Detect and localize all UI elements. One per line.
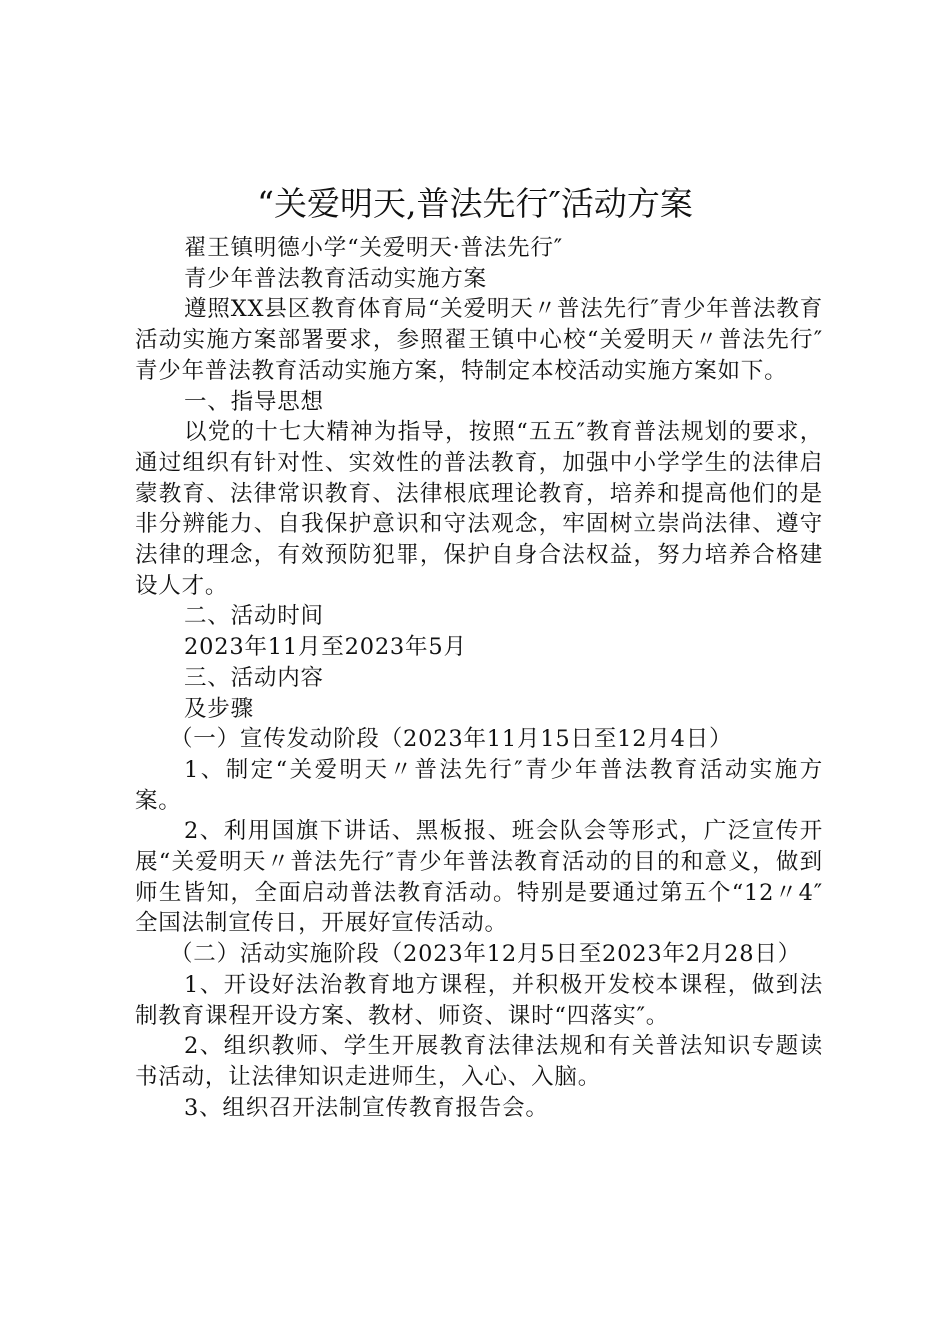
document-title: “关爱明天,普法先行″活动方案 <box>257 184 693 223</box>
section-heading-activity-content: 三、活动内容 <box>184 664 324 691</box>
stage-two-item-1: 1、开设好法治教育地方课程，并积极开发校本课程，做到法制教育课程开设方案、教材、师资、课时“四落实″。 <box>135 971 823 1029</box>
section-heading-activity-time: 二、活动时间 <box>184 603 324 630</box>
section-heading-steps: 及步骤 <box>184 695 254 722</box>
stage-one-item-1: 1、制定“关爱明天〃普法先行″青少年普法教育活动实施方案。 <box>135 756 823 814</box>
guiding-thought-paragraph: 以党的十七大精神为指导，按照“五五″教育普法规划的要求，通过组织有针对性、实效性的普法教育，加强中小学学生的法律启蒙教育、法律常识教育、法律根底理论教育，培养和提高他们的是非分辨能力、自我保护意识和守法观念，牢固树立崇尚法律、遵守法律的理念，有效预防犯罪，保护自身合法权益，努力培养合格建设人才。 <box>135 419 823 599</box>
section-heading-guiding-thought: 一、指导思想 <box>184 388 324 415</box>
intro-paragraph: 遵照XX县区教育体育局“关爱明天〃普法先行″青少年普法教育活动实施方案部署要求，参照翟王镇中心校“关爱明天〃普法先行″青少年普法教育活动实施方案，特制定本校活动实施方案如下。 <box>135 296 823 384</box>
stage-two-item-3: 3、组织召开法制宣传教育报告会。 <box>184 1094 549 1121</box>
activity-time-paragraph: 2023年11月至2023年5月 <box>184 634 467 661</box>
stage-one-item-2: 2、利用国旗下讲话、黑板报、班会队会等形式，广泛宣传开展“关爱明天〃普法先行″青少年普法教育活动的目的和意义，做到师生皆知，全面启动普法教育活动。特别是要通过第五个“12〃4″全国法制宣传日，开展好宣传活动。 <box>135 818 823 937</box>
school-heading: 翟王镇明德小学“关爱明天·普法先行″ <box>184 235 563 261</box>
stage-one-heading: （一）宣传发动阶段（2023年11月15日至12月4日） <box>170 726 733 753</box>
document-body <box>135 233 823 1123</box>
plan-subtitle: 青少年普法教育活动实施方案 <box>184 265 487 292</box>
stage-two-item-2: 2、组织教师、学生开展教育法律法规和有关普法知识专题读书活动，让法律知识走进师生，入心、入脑。 <box>135 1033 823 1090</box>
stage-two-heading: （二）活动实施阶段（2023年12月5日至2023年2月28日） <box>170 941 802 968</box>
